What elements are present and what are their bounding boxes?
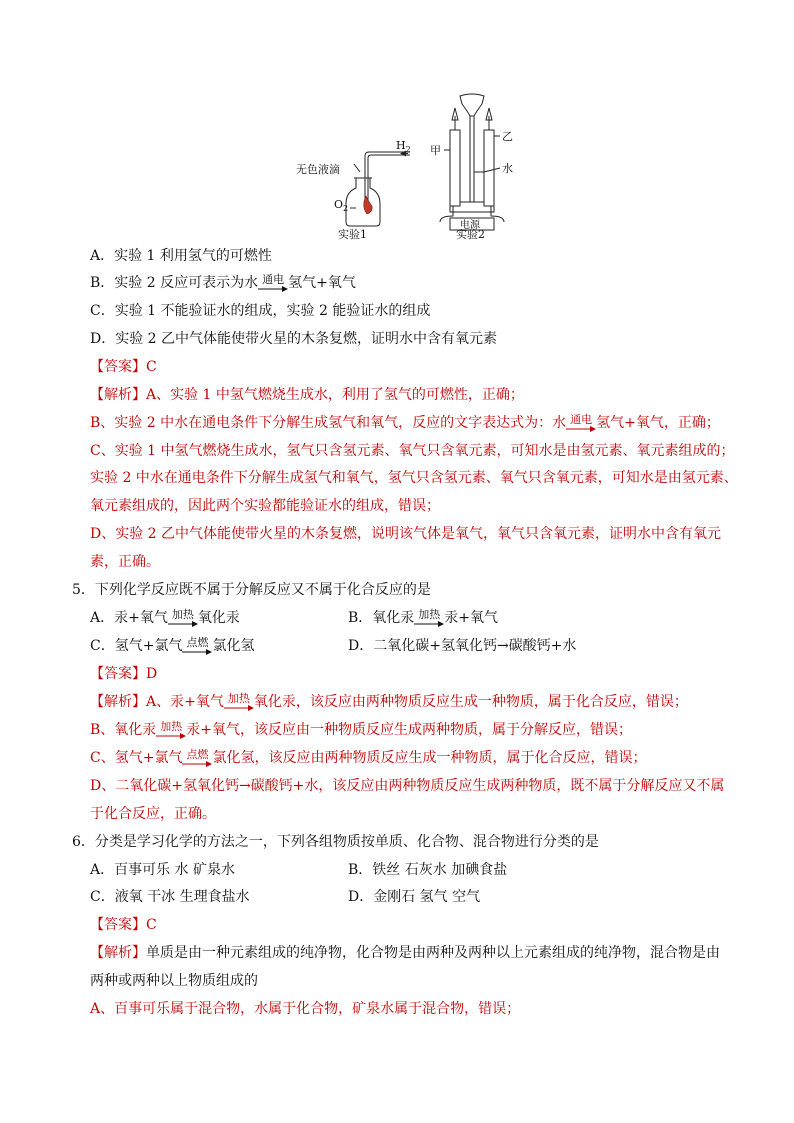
q5-analysis-2: B、氧化汞 加热 汞+氧气，该反应由一种物质反应生成两种物质，属于分解反应，错误；: [90, 720, 633, 738]
q4-analysis-1: 【解析】A、实验 1 中氢气燃烧生成水，利用了氢气的可燃性，正确；: [90, 387, 524, 403]
q4-option-d: D．实验 2 乙中气体能使带火星的木条复燃，证明水中含有氧元素: [90, 331, 498, 347]
q4-option-b: B．实验 2 反应可表示为水 通电 氢气+氧气: [90, 273, 356, 291]
q6-option-a: A．百事可乐 水 矿泉水: [90, 862, 236, 878]
q4-option-c: C．实验 1 不能验证水的组成，实验 2 能验证水的组成: [90, 303, 431, 319]
q4-answer: 【答案】C: [90, 359, 157, 375]
q4-option-a: A．实验 1 利用氢气的可燃性: [90, 248, 272, 264]
q6-answer: 【答案】C: [90, 917, 157, 933]
exp2-power-label: 电源: [460, 220, 480, 231]
exp2-yi-label: 乙: [502, 130, 513, 143]
q4-analysis-3: C、实验 1 中氢气燃烧生成水，氢气只含氢元素、氧气只含氧元素，可知水是由氢元素、氧元素组成的；: [90, 443, 735, 459]
experiment2-apparatus: [440, 94, 504, 230]
q6-analysis-3: A、百事可乐属于混合物，水属于化合物，矿泉水属于混合物，错误；: [90, 1001, 521, 1017]
q5-analysis-3: C、氢气+氯气 点燃 氯化氢，该反应由两种物质反应生成一种物质，属于化合反应，错误；: [90, 748, 647, 766]
q5-analysis-5: 于化合反应，正确。: [90, 806, 216, 822]
exp1-caption: 实验1: [338, 228, 367, 240]
q5-option-b: B．氧化汞 加热 汞+氧气: [348, 608, 499, 626]
exp2-caption: 实验2: [456, 228, 485, 240]
q5-analysis-4: D、二氧化碳+氢氧化钙→碳酸钙+水，该反应由两种物质反应生成两种物质，既不属于分解反应又不属: [90, 778, 725, 794]
q6-option-d: D．金刚石 氢气 空气: [348, 889, 481, 905]
q4-analysis-6: D、实验 2 乙中气体能使带火星的木条复燃，说明该气体是氧气，氧气只含氧元素，证明水中含有氧元: [90, 526, 722, 542]
q4-analysis-5: 氧元素组成的，因此两个实验都能验证水的组成，错误；: [90, 498, 440, 514]
experiment1-apparatus: [346, 151, 410, 227]
exp1-o2-label: $O_2$: [334, 198, 349, 213]
exp2-jia-label: 甲: [430, 144, 441, 157]
q4-analysis-7: 素，正确。: [90, 554, 160, 570]
exp2-water-label: 水: [502, 162, 513, 175]
q6-analysis-1: 【解析】单质是由一种元素组成的纯净物，化合物是由两种及两种以上元素组成的纯净物，混合物是由: [90, 945, 720, 961]
q6-option-b: B．铁丝 石灰水 加碘食盐: [348, 862, 508, 878]
experiment-figure: [290, 92, 530, 240]
exp1-h2-label: $H_2$: [396, 139, 411, 154]
q5-answer: 【答案】D: [90, 666, 158, 682]
q6-stem: 6．分类是学习化学的方法之一，下列各组物质按单质、化合物、混合物进行分类的是: [72, 834, 599, 850]
q5-option-d: D．二氧化碳+氢氧化钙→碳酸钙+水: [348, 638, 577, 654]
q6-analysis-2: 两种或两种以上物质组成的: [90, 973, 258, 989]
q5-option-a: A．汞+氧气 加热 氧化汞: [90, 608, 240, 626]
q5-stem: 5．下列化学反应既不属于分解反应又不属于化合反应的是: [72, 582, 431, 598]
exp1-liquid-label: 无色液滴: [296, 163, 340, 176]
q5-analysis-1: 【解析】A、汞+氧气 加热 氧化汞，该反应由两种物质反应生成一种物质，属于化合反应，错误；: [90, 692, 688, 710]
q6-option-c: C．液氧 干冰 生理食盐水: [90, 889, 250, 905]
q5-option-c: C．氢气+氯气 点燃 氯化氢: [90, 636, 255, 654]
q4-analysis-2: B、实验 2 中水在通电条件下分解生成氢气和氧气，反应的文字表达式为：水 通电 氢气+氧气，正确；: [90, 413, 720, 431]
q4-analysis-4: 实验 2 中水在通电条件下分解生成氢气和氧气，氢气只含氢元素、氧气只含氧元素，可知水是由氢元素、: [90, 470, 738, 486]
